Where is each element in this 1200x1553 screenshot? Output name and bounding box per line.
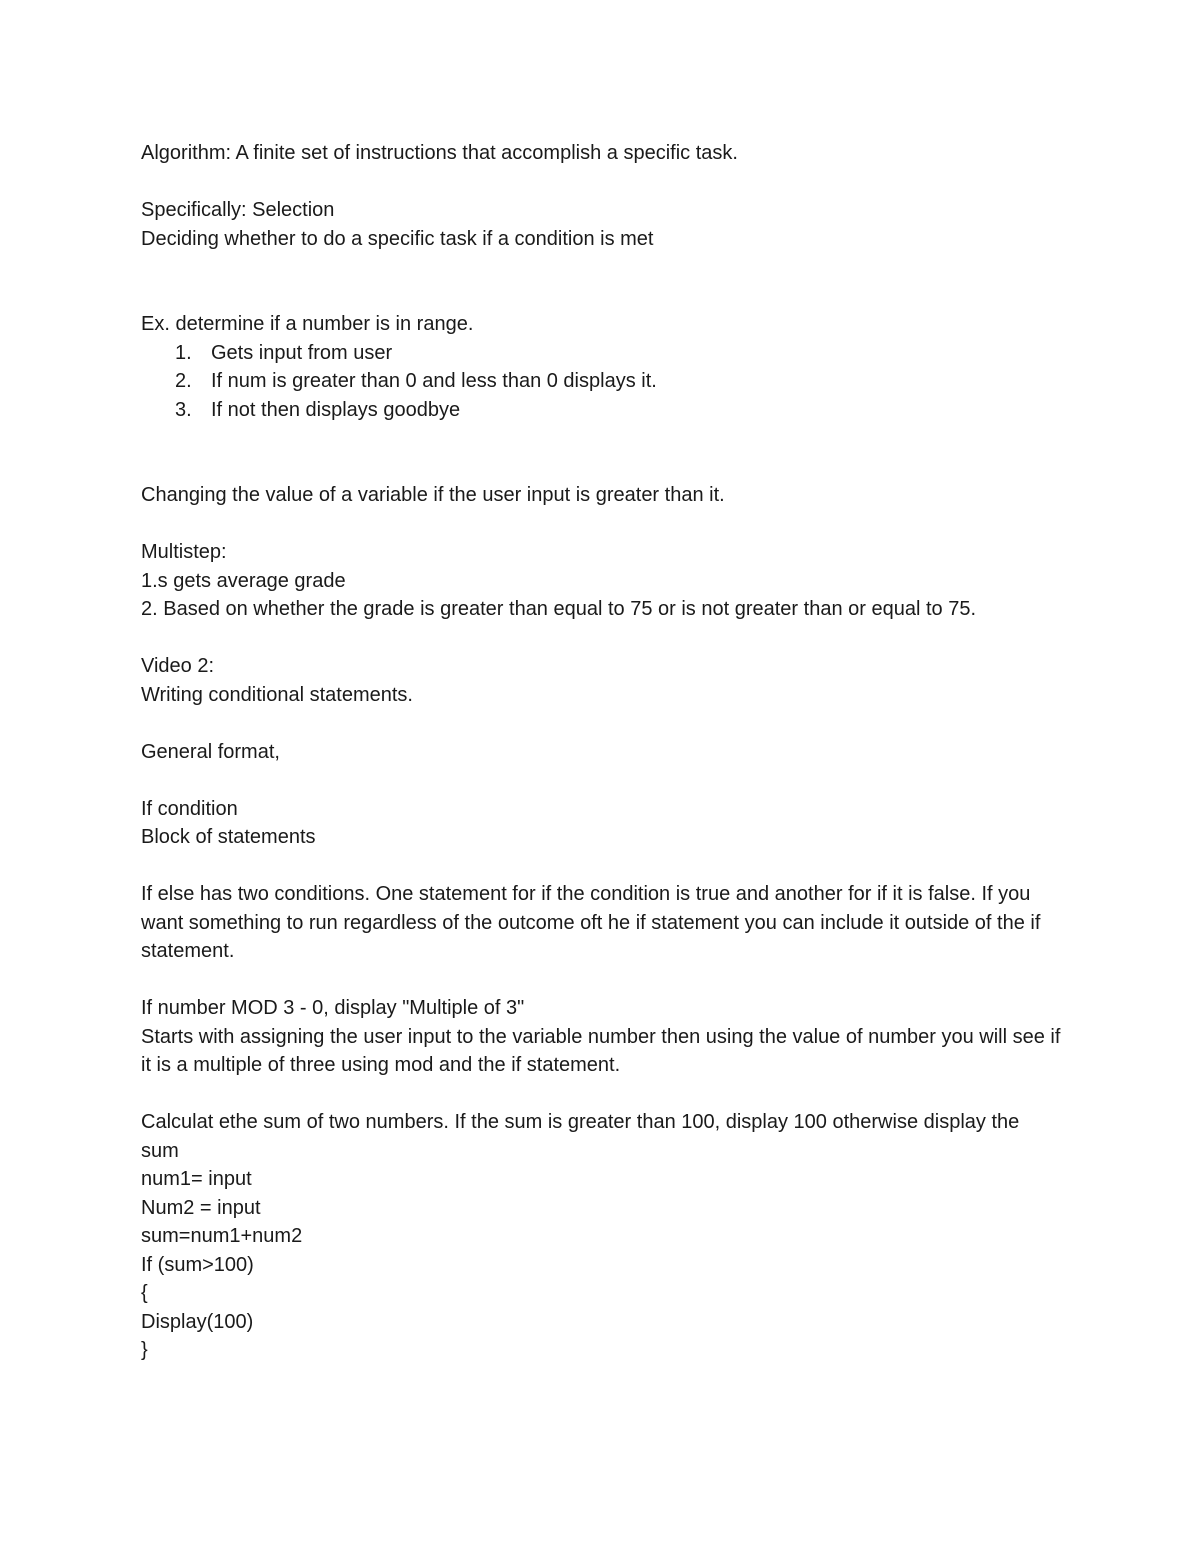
mod-example-heading: If number MOD 3 - 0, display "Multiple of 3" [141,997,525,1019]
blank-line [141,282,1061,311]
format-condition: If condition [141,797,238,820]
blank-line [141,709,1061,738]
code-line: Display(100) [141,1310,254,1333]
selection-heading: Specifically: Selection [141,199,335,221]
variable-change-note: Changing the value of a variable if the user input is greater than it. [141,484,725,506]
blank-line [141,852,1061,881]
list-item [141,339,1061,368]
code-line: sum=num1+num2 [141,1225,303,1247]
list-number: 1. [175,341,192,364]
general-format-heading: General format, [141,740,280,763]
video-heading: Video 2: [141,655,215,677]
list-text: If num is greater than 0 and less than 0 displays it. [211,370,657,392]
blank-line [141,168,1061,197]
code-line: Num2 = input [141,1196,261,1219]
list-number: 3. [175,398,192,421]
list-item [141,367,1061,396]
multistep-step-2: 2. Based on whether the grade is greater than equal to 75 or is not greater than or equal to 75. [141,598,976,620]
selection-definition: Deciding whether to do a specific task if a condition is met [141,227,654,250]
list-text: Gets input from user [211,341,393,364]
code-line: } [141,1339,148,1361]
document-body [141,139,1066,1365]
example-steps-list [141,339,1061,425]
algorithm-definition: Algorithm: A finite set of instructions that accomplish a specific task. [141,142,738,164]
multistep-heading: Multistep: [141,541,227,563]
code-line: num1= input [141,1168,252,1190]
example-heading: Ex. determine if a number is in range. [141,313,474,335]
blank-line [141,766,1061,795]
list-number: 2. [175,370,192,392]
blank-line [141,424,1061,453]
multistep-step-1: 1.s gets average grade [141,569,346,592]
blank-line [141,966,1061,995]
mod-example-paragraph: Starts with assigning the user input to the variable number then using the value of number you will see if it is a multiple of three using mod and the if statement. [141,1025,1066,1076]
blank-line [141,1080,1061,1109]
if-else-paragraph: If else has two conditions. One statement for if the condition is true and another for if it is false. If you want something to run regardless of the outcome oft he if statement you can include it outside of the if statement. [141,883,1046,962]
format-block: Block of statements [141,826,316,848]
code-line: If (sum>100) [141,1253,254,1276]
video-topic: Writing conditional statements. [141,683,413,706]
code-line: { [141,1282,148,1304]
blank-line [141,510,1061,539]
blank-line [141,453,1061,482]
blank-line [141,253,1061,282]
list-item [141,396,1061,425]
list-text: If not then displays goodbye [211,398,461,421]
blank-line [141,624,1061,653]
sum-example-paragraph: Calculat ethe sum of two numbers. If the sum is greater than 100, display 100 otherwise display the sum [141,1111,1025,1162]
